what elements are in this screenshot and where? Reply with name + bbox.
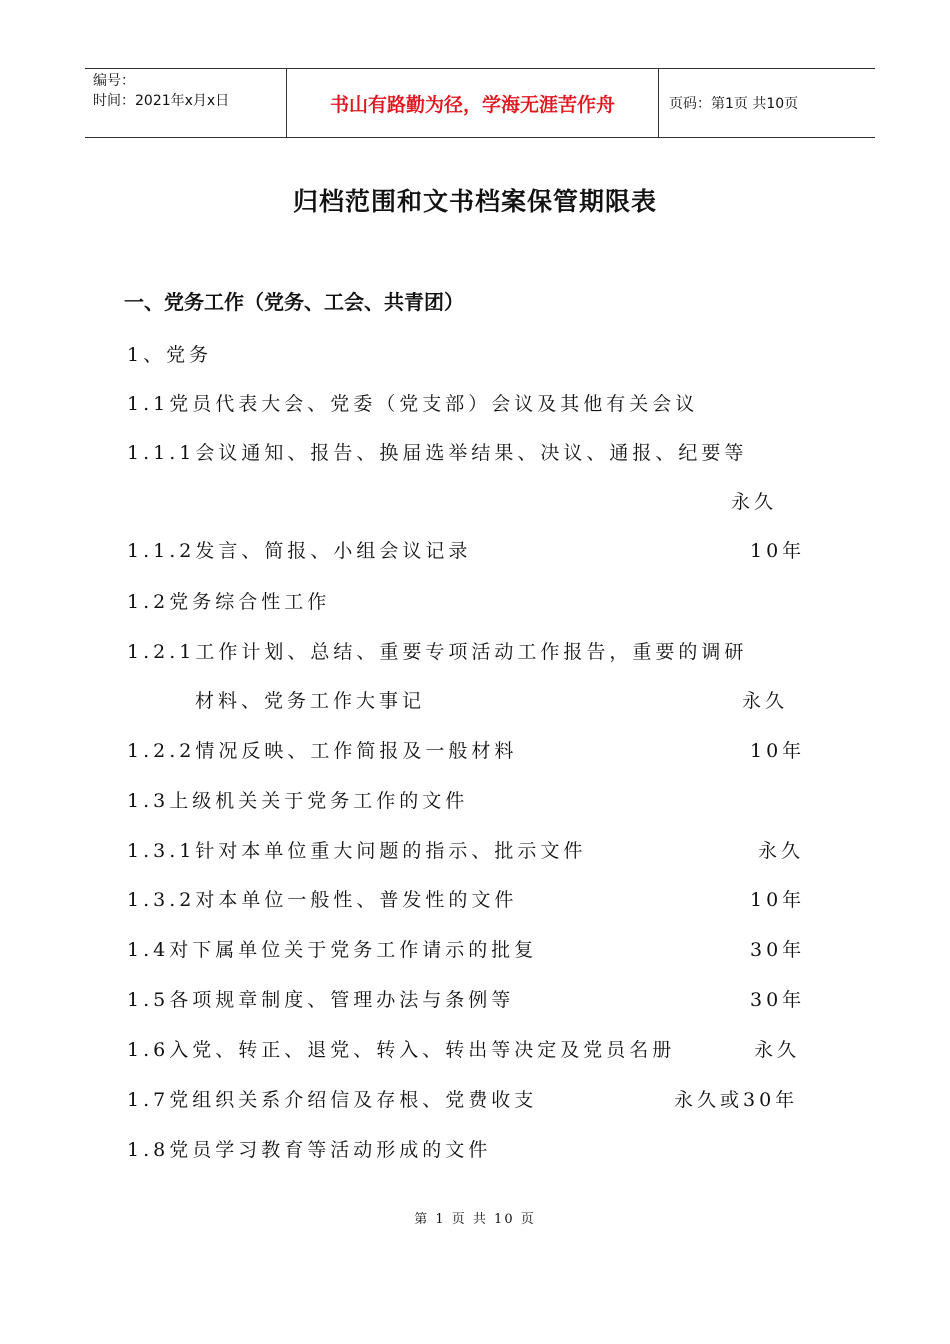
list-item-text: 材料、党务工作大事记 — [195, 690, 426, 712]
retention-term: 10年 — [750, 889, 806, 911]
page-header — [85, 68, 875, 138]
list-item-text: 1.8党员学习教育等活动形成的文件 — [127, 1139, 492, 1161]
retention-term: 30年 — [750, 939, 806, 961]
list-item-text: 1.7党组织关系介绍信及存根、党费收支 — [127, 1089, 538, 1111]
retention-term: 永久 — [731, 491, 778, 513]
header-page-info: 页码：第1页 共10页 — [669, 96, 799, 112]
list-item-text: 1.3上级机关关于党务工作的文件 — [127, 790, 469, 812]
list-item-text: 1.4对下属单位关于党务工作请示的批复 — [127, 939, 538, 961]
list-item-text: 1、党务 — [127, 344, 213, 366]
header-motto: 书山有路勤为径，学海无涯苦作舟 — [286, 69, 659, 137]
list-item-text: 1.2党务综合性工作 — [127, 591, 331, 613]
document-title: 归档范围和文书档案保管期限表 — [292, 187, 657, 216]
list-item-text: 1.5各项规章制度、管理办法与条例等 — [127, 989, 515, 1011]
retention-term: 10年 — [750, 540, 806, 562]
document-time-label: 时间：2021年x月x日 — [93, 93, 230, 109]
list-item-text: 1.3.1针对本单位重大问题的指示、批示文件 — [127, 840, 587, 862]
retention-term: 永久 — [754, 1039, 801, 1061]
section-heading: 一、党务工作（党务、工会、共青团） — [124, 290, 464, 314]
retention-term: 10年 — [750, 740, 806, 762]
list-item-text: 1.2.1工作计划、总结、重要专项活动工作报告，重要的调研 — [127, 641, 748, 663]
retention-term: 永久 — [758, 840, 805, 862]
list-item-text: 1.1.2发言、简报、小组会议记录 — [127, 540, 472, 562]
list-item-text: 1.1.1会议通知、报告、换届选举结果、决议、通报、纪要等 — [127, 442, 748, 464]
list-item-text: 1.3.2对本单位一般性、普发性的文件 — [127, 889, 518, 911]
header-meta — [85, 69, 286, 137]
list-item-text: 1.6入党、转正、退党、转入、转出等决定及党员名册 — [127, 1039, 676, 1061]
document-number-label: 编号： — [93, 73, 135, 89]
retention-term: 永久或30年 — [674, 1089, 799, 1111]
list-item-text: 1.1党员代表大会、党委（党支部）会议及其他有关会议 — [127, 393, 699, 415]
retention-term: 永久 — [742, 690, 789, 712]
retention-term: 30年 — [750, 989, 806, 1011]
page-footer: 第 1 页 共 10 页 — [414, 1212, 536, 1227]
list-item-text: 1.2.2情况反映、工作简报及一般材料 — [127, 740, 518, 762]
